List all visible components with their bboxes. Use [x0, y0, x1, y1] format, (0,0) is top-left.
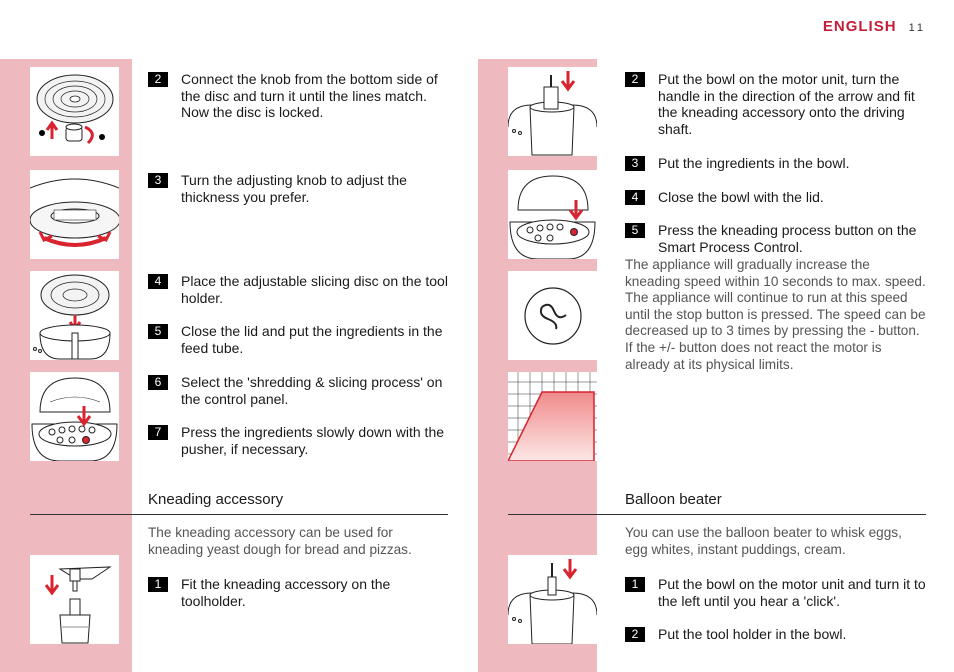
- balloon-intro: You can use the balloon beater to whisk eggs, egg whites, instant puddings, cream.: [625, 525, 902, 557]
- step-text: Press the ingredients slowly down with the pusher, if necessary.: [181, 424, 445, 457]
- illustration-disc-knob: [30, 67, 119, 156]
- step-text: Select the 'shredding & slicing process' on the control panel.: [181, 374, 443, 407]
- step-left-4: [148, 273, 450, 306]
- step-right-2: [625, 71, 927, 137]
- step-number: 4: [148, 274, 168, 289]
- step-left-2: [148, 71, 450, 121]
- page-header: [823, 18, 926, 35]
- step-text: Press the kneading process button on the Smart Process Control.: [658, 222, 917, 255]
- step-text: Connect the knob from the bottom side of the disc and turn it until the lines match. Now the disc is locked.: [181, 71, 438, 121]
- step-text: Put the bowl on the motor unit and turn it to the left until you hear a 'click'.: [658, 576, 926, 609]
- step-left-7: [148, 424, 450, 457]
- page-number: 11: [908, 22, 926, 34]
- illustration-kneading-symbol: [508, 271, 597, 360]
- illustration-kneading-accessory: [30, 555, 119, 644]
- kneading-intro: The kneading accessory can be used for kneading yeast dough for bread and pizzas.: [148, 525, 412, 557]
- step-number: 2: [148, 72, 168, 87]
- step-text: Turn the adjusting knob to adjust the thickness you prefer.: [181, 172, 407, 205]
- section-divider: [508, 514, 926, 515]
- step-text: Close the bowl with the lid.: [658, 189, 824, 205]
- language-label: ENGLISH: [822, 18, 897, 35]
- step-left-5: [148, 323, 450, 356]
- section-divider: [30, 514, 448, 515]
- step-number: 6: [148, 375, 168, 390]
- step-number: 5: [148, 324, 168, 339]
- step-number: 1: [625, 577, 645, 592]
- step-text: Put the tool holder in the bowl.: [658, 626, 847, 642]
- illustration-bowl-on-motor: [508, 67, 597, 156]
- step-number: 4: [625, 190, 645, 205]
- step-kneading-1: [148, 576, 450, 609]
- section-heading-kneading: Kneading accessory: [148, 491, 284, 508]
- step-number: 3: [148, 173, 168, 188]
- illustration-balloon-beater: [508, 555, 597, 644]
- illustration-speed-graph: [508, 372, 597, 461]
- step-text: Place the adjustable slicing disc on the tool holder.: [181, 273, 448, 306]
- step-number: 2: [625, 72, 645, 87]
- illustration-control-panel: [30, 372, 119, 461]
- step-number: 5: [625, 223, 645, 238]
- step-balloon-2: [625, 626, 927, 643]
- illustration-kneading-button: [508, 170, 597, 259]
- step-left-6: [148, 374, 450, 407]
- step-text: Put the ingredients in the bowl.: [658, 155, 850, 171]
- step-text: Close the lid and put the ingredients in the feed tube.: [181, 323, 443, 356]
- step-number: 2: [625, 627, 645, 642]
- step-text: Put the bowl on the motor unit, turn the handle in the direction of the arrow and fit the kneading accessory onto the driving shaft.: [658, 71, 915, 137]
- step-left-3: [148, 172, 450, 205]
- step-text: Fit the kneading accessory on the toolholder.: [181, 576, 391, 609]
- step-right-5: [625, 222, 927, 255]
- step-number: 7: [148, 425, 168, 440]
- step-balloon-1: [625, 576, 927, 609]
- step-right-4: [625, 189, 927, 206]
- kneading-speed-note: The appliance will gradually increase the kneading speed within 10 seconds to max. speed. The appliance will continue to run at this speed until the stop button is pressed. The speed can be decreased up to 3 times by pressing the - button. If the +/- button does not react the motor is already at its physical limits.: [625, 257, 926, 372]
- step-number: 1: [148, 577, 168, 592]
- step-number: 3: [625, 156, 645, 171]
- illustration-adjusting-knob: [30, 170, 119, 259]
- section-heading-balloon: Balloon beater: [625, 491, 722, 508]
- illustration-disc-on-holder: [30, 271, 119, 360]
- step-right-3: [625, 155, 927, 172]
